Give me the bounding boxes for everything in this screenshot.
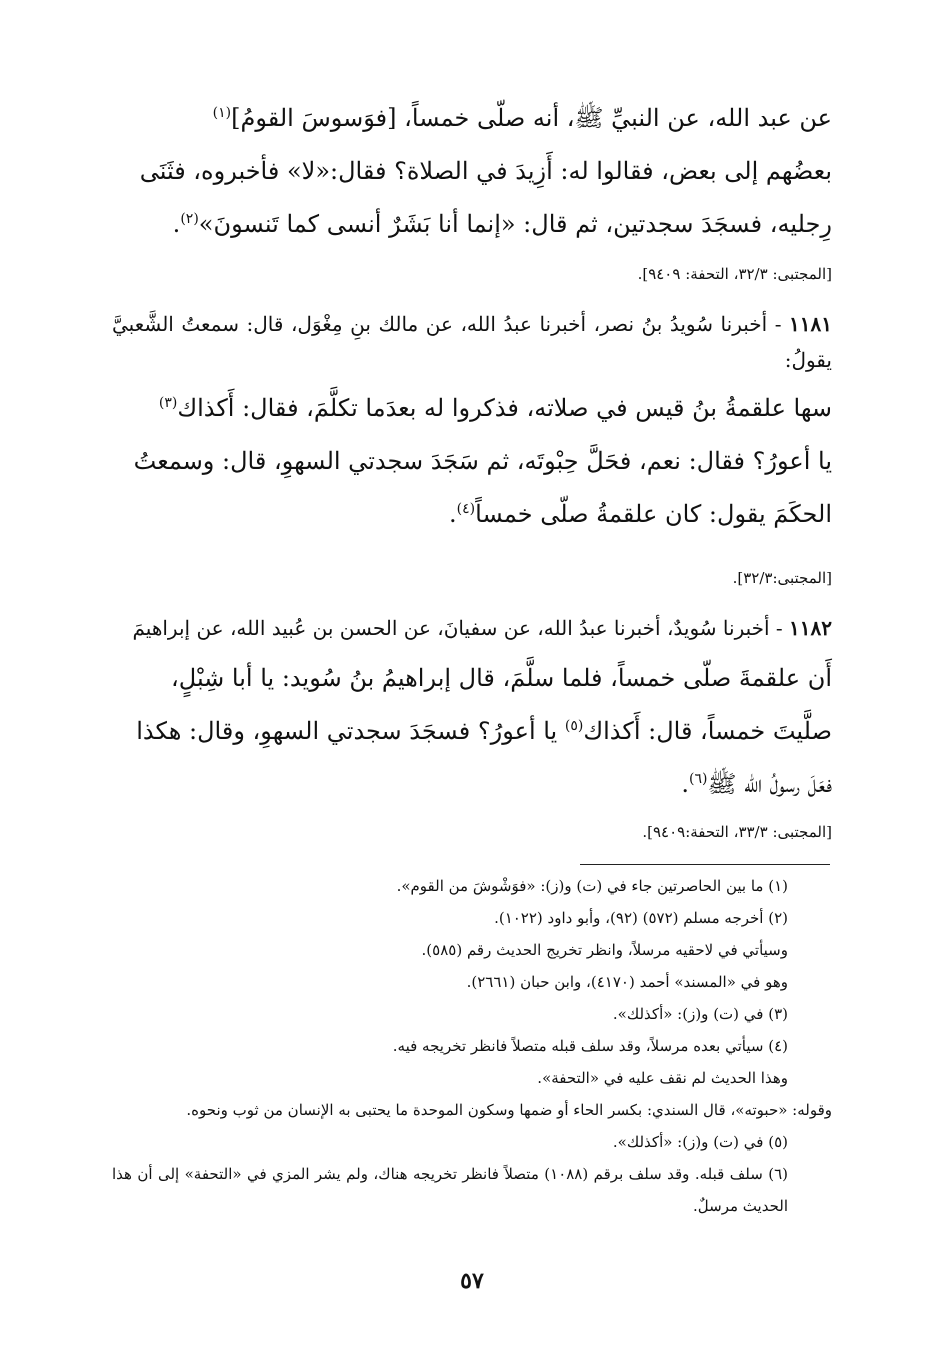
- footnote-marker[interactable]: (٦): [688, 771, 708, 787]
- source-reference: [المجتبى:٣٢/٣].: [732, 569, 832, 587]
- text-line: أَن علقمةَ صلّى خمساً، فلما سلَّمَ، قال إبراهيمُ بنُ سُويد: يا أبا شِبْلٍ،: [171, 664, 832, 692]
- page-number: ٥٧: [460, 1268, 484, 1294]
- footnote-marker[interactable]: (٣): [158, 395, 178, 411]
- footnote: (٣) في (ت) و(ز): «أكذلك».: [612, 1005, 788, 1023]
- text-line: فعَلَ رسولُ الله ﷺ$^{(٦)}$.: [681, 770, 832, 798]
- text-line: صلَّيتَ خمساً، قال: أَكذاك$^{(٥)}$ يا أعورُ؟ فسجَدَ سجدتي السهوِ، وقال: هكذا: [136, 717, 832, 745]
- text-line: بعضُهم إلى بعض، فقالوا له: أَزِيدَ في الصلاة؟ فقال:«لا» فأخبروه، فثَنَى: [139, 157, 832, 185]
- footnote: وهو في «المسند» أحمد (٤١٧٠)، وابن حبان (٢٦٦١).: [466, 973, 788, 991]
- footnote: (١) ما بين الحاصرتين جاء في (ت) و(ز): «فوَشْوشَ من القوم».: [396, 877, 788, 895]
- hadith-1181-isnad: ١١٨١ - أخبرنا سُويدُ بنُ نصر، أخبرنا عبدُ الله، عن مالك بنِ مِغْوَل، قال: سمعتُ الشَّعبيَّ يقولُ:: [112, 312, 832, 372]
- footnote: (٤) سيأتي بعده مرسلاً، وقد سلف قبله متصلاً فانظر تخريجه فيه.: [392, 1037, 788, 1055]
- footnote-marker[interactable]: (١): [212, 105, 232, 121]
- footnote-marker[interactable]: (٥): [564, 718, 584, 734]
- hadith-1181-matn: [112, 382, 832, 541]
- text-line: الحكَمَ يقول: كان علقمةُ صلّى خمساً$^{(٤)}$.: [449, 500, 832, 528]
- footnote-marker[interactable]: (٢): [180, 211, 199, 227]
- footnotes: [112, 870, 832, 1222]
- hadith-1182-matn: [112, 652, 832, 811]
- footnote: وقوله: «حبوته»، قال السندي: بكسر الحاء أو ضمها وسكون الموحدة ما يحتبى به الإنسان من ثوب ونحوه.: [186, 1101, 832, 1119]
- footnote: (٢) أخرجه مسلم (٥٧٢) (٩٢)، وأبو داود (١٠٢٢).: [494, 909, 788, 927]
- hadith-1180-continuation: [112, 92, 832, 251]
- footnote-marker[interactable]: (٤): [456, 501, 476, 517]
- footnote: وسيأتي في لاحقيه مرسلاً، وانظر تخريج الحديث رقم (٥٨٥).: [421, 941, 788, 959]
- text-line: عن عبد الله، عن النبيِّ ﷺ، أنه صلّى خمساً، [فوَسوسَ القومُ]$^{(١)}$: [212, 104, 832, 132]
- footnote: (٦) سلف قبله. وقد سلف برقم (١٠٨٨) متصلاً فانظر تخريجه هناك، ولم يشر المزي في «التحفة» إلى أن هذا الحديث مرسلٌ.: [112, 1165, 788, 1215]
- text-line: يا أعورُ؟ فقال: نعم، فحَلَّ حِبْوتَه، ثم سَجَدَ سجدتي السهوِ، قال: وسمعتُ: [133, 447, 832, 475]
- footnote: وهذا الحديث لم نقف عليه في «التحفة».: [537, 1069, 788, 1087]
- hadith-number: ١١٨١: [789, 312, 832, 336]
- text-line: سها علقمةُ بنُ قيس في صلاته، فذكروا له بعدَما تكلَّمَ، فقال: أَكذاك$^{(٣)}$: [158, 394, 832, 422]
- footnote-separator: [580, 864, 830, 865]
- hadith-number: ١١٨٢: [789, 616, 832, 640]
- hadith-1182-isnad: ١١٨٢ - أخبرنا سُويدٌ، أخبرنا عبدُ الله، عن سفيانَ، عن الحسن بن عُبيد الله، عن إبراهيمَ: [132, 616, 832, 640]
- text-line: رِجليه، فسجَدَ سجدتين، ثم قال: «إنما أنا بَشَرٌ أنسى كما تَنسونَ»$^{(٢)}$.: [172, 210, 832, 238]
- footnote: (٥) في (ت) و(ز): «أكذلك».: [612, 1133, 788, 1151]
- source-reference: [المجتبى: ٣٣/٣، التحفة:٩٤٠٩].: [642, 823, 832, 841]
- source-reference: [المجتبى: ٣٢/٣، التحفة: ٩٤٠٩].: [637, 265, 832, 283]
